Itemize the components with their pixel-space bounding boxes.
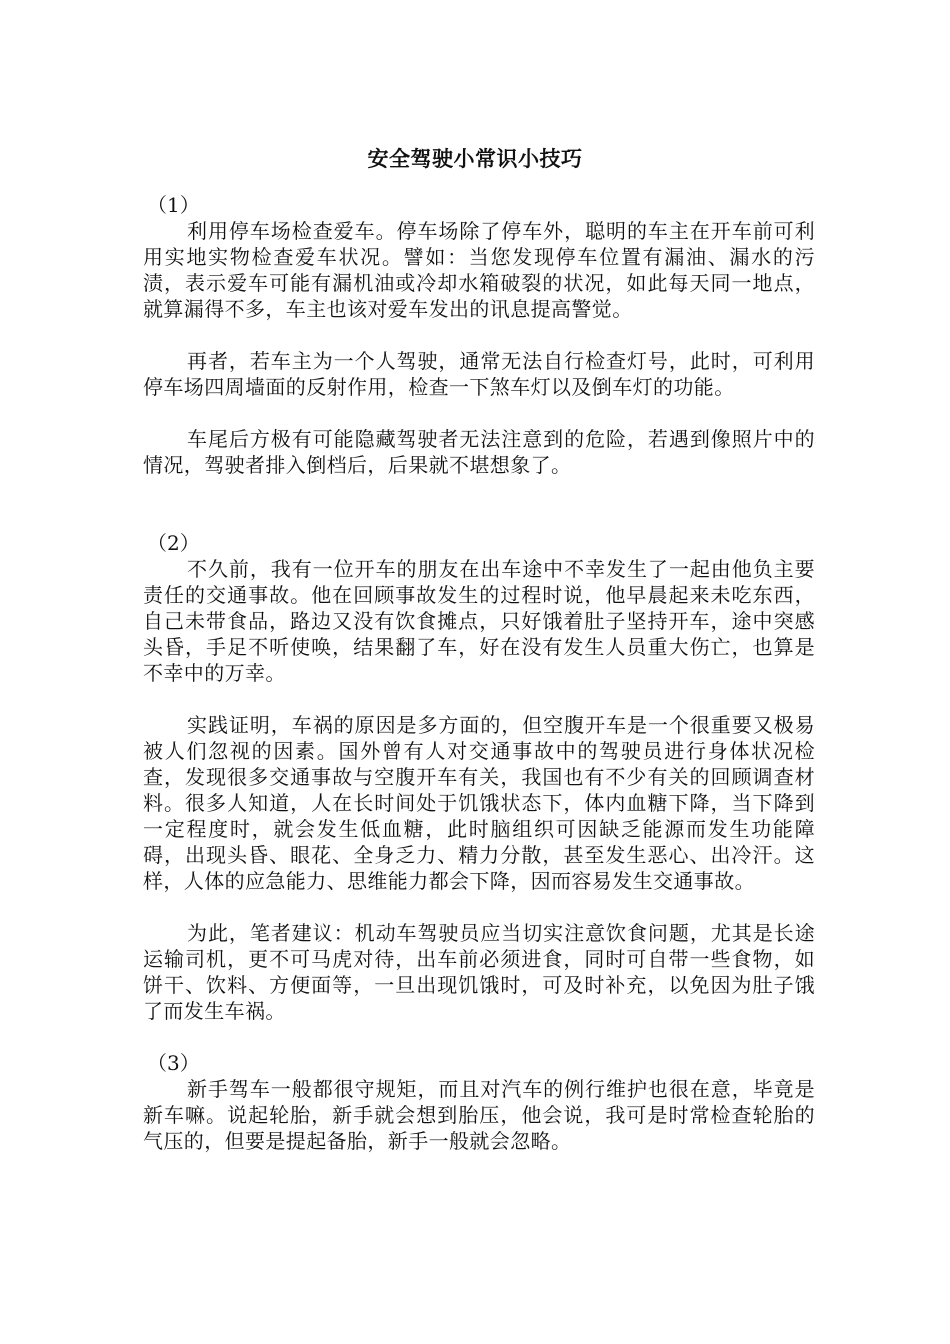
section-2-label: （2） (147, 531, 200, 555)
section-3-label: （3） (147, 1051, 200, 1075)
document-body (143, 192, 815, 1154)
section-2-paragraph-3: 为此，笔者建议：机动车驾驶员应当切实注意饮食问题，尤其是长途运输司机，更不可马虎对待，出车前必须进食，同时可自带一些食物，如饼干、饮料、方便面等，一旦出现饥饿时，可及时补充，以免因为肚子饿了而发生车祸。 (143, 921, 815, 1023)
document-title: 安全驾驶小常识小技巧 (367, 146, 583, 171)
section-2-paragraph-1: 不久前，我有一位开车的朋友在出车途中不幸发生了一起由他负主要责任的交通事故。他在回顾事故发生的过程时说，他早晨起来未吃东西，自己未带食品，路边又没有饮食摊点，只好饿着肚子坚持开车，途中突感头昏，手足不听使唤，结果翻了车，好在没有发生人员重大伤亡，也算是不幸中的万幸。 (143, 557, 815, 685)
section-1-paragraph-1: 利用停车场检查爱车。停车场除了停车外，聪明的车主在开车前可利用实地实物检查爱车状况。譬如：当您发现停车位置有漏油、漏水的污渍，表示爱车可能有漏机油或冷却水箱破裂的状况，如此每天同一地点，就算漏得不多，车主也该对爱车发出的讯息提高警觉。 (143, 219, 815, 321)
section-2-paragraph-2: 实践证明，车祸的原因是多方面的，但空腹开车是一个很重要又极易被人们忽视的因素。国外曾有人对交通事故中的驾驶员进行身体状况检查，发现很多交通事故与空腹开车有关，我国也有不少有关的回顾调查材料。很多人知道，人在长时间处于饥饿状态下，体内血糖下降，当下降到一定程度时，就会发生低血糖，此时脑组织可因缺乏能源而发生功能障碍，出现头昏、眼花、全身乏力、精力分散，甚至发生恶心、出冷汗。这样，人体的应急能力、思维能力都会下降，因而容易发生交通事故。 (143, 713, 815, 893)
section-3-paragraph-1: 新手驾车一般都很守规矩，而且对汽车的例行维护也很在意，毕竟是新车嘛。说起轮胎，新手就会想到胎压，他会说，我可是时常检查轮胎的气压的，但要是提起备胎，新手一般就会忽略。 (143, 1077, 815, 1153)
section-1-label: （1） (147, 193, 200, 217)
section-1-paragraph-3: 车尾后方极有可能隐藏驾驶者无法注意到的危险，若遇到像照片中的情况，驾驶者排入倒档后，后果就不堪想象了。 (143, 427, 815, 477)
section-1-paragraph-2: 再者，若车主为一个人驾驶，通常无法自行检查灯号，此时，可利用停车场四周墙面的反射作用，检查一下煞车灯以及倒车灯的功能。 (143, 349, 815, 399)
